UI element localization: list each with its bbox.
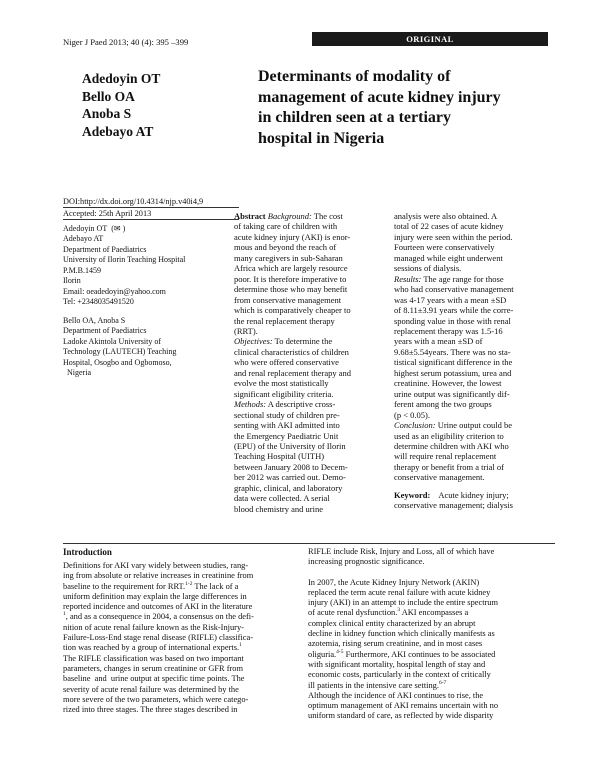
phone: Tel: +2348035491520 [63, 297, 134, 307]
abstract-label: Abstract [234, 211, 266, 221]
accepted-date: Accepted: 25th April 2013 [63, 209, 152, 218]
citation-ref: 1-2 [185, 580, 193, 587]
divider [63, 219, 239, 220]
affiliation-secondary: Bello OA, Anoba S Department of Paediatrics Ladoke Akintola University of Technology (LAUTECH) Teaching Hospital, Osogbo and Ogbomoso, Nigeria [63, 316, 177, 378]
email[interactable]: Email: oeadedoyin@yahoo.com [63, 286, 166, 296]
corresponding-author: Adedoyin OT [63, 224, 108, 233]
journal-citation: Niger J Paed 2013; 40 (4): 395 –399 [63, 37, 189, 47]
affiliation-primary: Adedoyin OT (✉ ) Adebayo AT Department of Paediatrics University of Ilorin Teaching Hospital P.M.B.1459 Ilorin Email: oeadedoyin@yahoo.com Tel: +2348035491520 [63, 224, 238, 308]
citation-ref: 1 [239, 642, 242, 649]
introduction-left-column: Definitions for AKI vary widely between studies, rang- ing from absolute or relative increases in creatinine from baseline to the requirement for RRT.$^{1-2}$ The lack of a uniform definition may explain the large differences in reported incidence and outcomes of AKI in the literature $^1$, and as a consequence in 2004, a consensus on the defi- nition of acute renal failure known as the Risk-Injury- Failure-Loss-End stage renal disease (RIFLE) classifica- tion was reached by a group of international experts.$^1$ The RIFLE classification was based on two important parameters, changes in serum creatinine or GFR from baseline and urine output at specific time points. The severity of acute renal failure was determined by the more severe of the two parameters, which were catego- rized into three stages. The three stages described in [63, 561, 254, 715]
article-title: Determinants of modality of management of acute kidney injury in children seen at a tertiary hospital in Nigeria [258, 68, 501, 147]
section-divider [63, 543, 555, 544]
keywords-label: Keyword: [394, 489, 431, 500]
abstract-column-1: Abstract Background: The cost of taking care of children with acute kidney injury (AKI) is enor- mous and beyond the reach of many caregivers in sub-Saharan Africa which are largely resource poor. It is therefore imperative to determine those who may benefit from conservative management which is comparatively cheaper to the renal replacement therapy (RRT). Objectives: To determine the clinical characteristics of children who were offered conservative and renal replacement therapy and evolve the most statistically significant eligibility criteria. Methods: A descriptive cross- sectional study of children pre- senting with AKI admitted into the Emergency Paediatric Unit (EPU) of the University of Ilorin Teaching Hospital (UITH) between January 2008 to Decem- ber 2012 was carried out. Demo- graphic, clinical, and laboratory data were collected. A serial blood chemistry and urine [234, 211, 352, 514]
citation-ref: 6-7 [438, 679, 447, 686]
doi-link[interactable]: DOI:http://dx.doi.org/10.4314/njp.v40i4,9 [63, 197, 204, 206]
keywords: conservative management; dialysis [394, 500, 513, 511]
author: Adebayo AT [82, 123, 154, 139]
author: Anoba S [82, 106, 132, 121]
introduction-heading: Introduction [63, 547, 112, 557]
citation-ref: 4-5 [336, 648, 344, 655]
section-label: ORIGINAL [312, 32, 548, 46]
citation-ref: 1 [63, 611, 66, 618]
author-list [82, 70, 160, 140]
abstract-column-2: analysis were also obtained. A total of 22 cases of acute kidney injury were seen within the period. Fourteen were conservatively managed while eight underwent sessions of dialysis. Results: The age range for those who had conservative management was 4-17 years with a mean ±SD of 8.11±3.91 years while the corre- sponding value in those with renal replacement therapy was 1.5-16 years with a mean ±SD of 9.68±5.54years. There was no sta- tistical significant difference in the highest serum potassium, urea and creatinine. However, the lowest urine output was significantly dif- ferent among the two groups (p < 0.05). Conclusion: Urine output could be used as an eligibility criterion to determine children with AKI who will require renal replacement therapy or benefit from a trial of conservative management. Keyword: Acute kidney injury; conservative management; dialysis [394, 211, 554, 511]
introduction-right-column: RIFLE include Risk, Injury and Loss, all of which have increasing prognostic significance. In 2007, the Acute Kidney Injury Network (AKIN) replaced the term acute renal failure with acute kidney injury (AKI) in an attempt to include the entire spectrum of acute renal dysfunction.$^3$ AKI encompasses a complex clinical entity characterized by an abrupt decline in kidney function which clinically manifests as azotemia, rising serum creatinine, and in most cases oliguria.$^{4-5}$ Furthermore, AKI continues to be associated with significant mortality, hospital length of stay and economic costs, particularly in the context of critically ill patients in the intensive care setting.$^{6-7}$ Although the incidence of AKI continues to rise, the optimum management of AKI remains uncertain with no uniform standard of care, as reflected by wide disparity [308, 547, 499, 721]
author: Adedoyin OT [82, 71, 161, 86]
divider [63, 207, 239, 208]
author: Bello OA [82, 88, 135, 104]
citation-ref: 3 [397, 607, 401, 614]
mail-icon: (✉ ) [111, 224, 126, 233]
